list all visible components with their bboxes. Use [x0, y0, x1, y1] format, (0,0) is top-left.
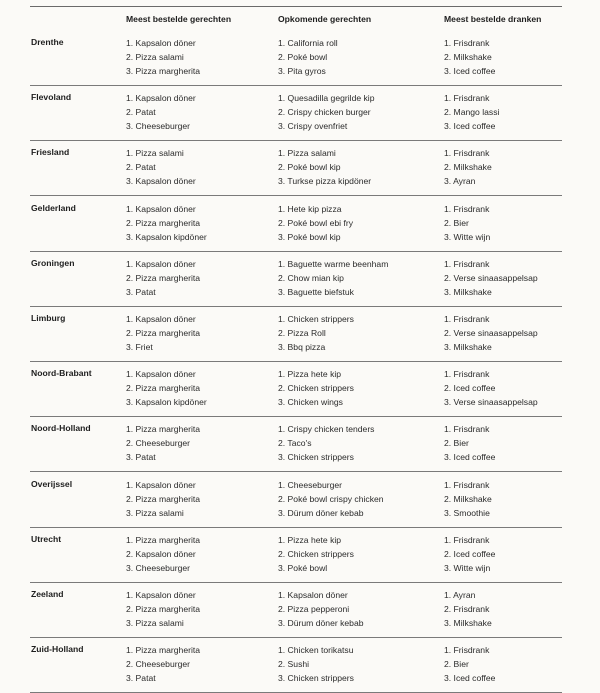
list-item: 1. Kapsalon döner: [126, 38, 196, 48]
list-item: 3. Crispy ovenfriet: [278, 121, 348, 132]
list-item: 3. Patat: [126, 286, 156, 297]
list-item: 3. Dürum döner kebab: [278, 618, 364, 628]
list-item: 2. Poké bowl kip: [278, 162, 341, 173]
list-item: 1. Kapsalon döner: [126, 479, 196, 490]
list-item: 2. Cheeseburger: [126, 438, 191, 449]
list-item: 2. Patat: [126, 162, 156, 173]
list-item: 2. Chicken strippers: [278, 548, 354, 559]
dishes-list: [126, 92, 196, 134]
list-item: 1. Frisdrank: [444, 38, 490, 48]
list-item: 2. Bier: [444, 217, 469, 228]
list-item: 3. Pizza margherita: [126, 66, 201, 76]
list-item: 2. Pizza margherita: [126, 493, 201, 504]
list-item: 1. Frisdrank: [444, 148, 490, 159]
drinks-list: [444, 534, 495, 576]
list-item: 2. Poké bowl crispy chicken: [278, 493, 384, 504]
province-name: Overijssel: [31, 478, 73, 489]
table-header: [0, 14, 600, 28]
list-item: 3. Poké bowl: [278, 562, 328, 573]
trending-list: [278, 423, 374, 465]
list-item: 1. Quesadilla gegrilde kip: [278, 93, 375, 104]
list-item: 2. Iced coffee: [444, 383, 496, 394]
list-item: 3. Witte wijn: [444, 562, 491, 573]
list-item: 3. Pizza salami: [126, 618, 184, 628]
dishes-list: [126, 423, 200, 465]
trending-list: [278, 368, 354, 410]
list-item: 3. Verse sinaasappelsap: [444, 397, 538, 408]
header-most-ordered-drinks: Meest bestelde dranken: [444, 14, 542, 24]
table-row: [0, 362, 600, 417]
list-item: 2. Bier: [444, 438, 469, 449]
trending-list: [278, 479, 384, 521]
list-item: 3. Smoothie: [444, 507, 490, 518]
province-name: Groningen: [31, 257, 75, 268]
list-item: 1. Frisdrank: [444, 314, 490, 324]
dishes-list: [126, 534, 200, 576]
list-item: 2. Pizza salami: [126, 52, 184, 62]
table-row: [0, 86, 600, 141]
list-item: 2. Chicken strippers: [278, 383, 354, 394]
list-item: 1. Kapsalon döner: [126, 369, 196, 380]
list-item: 1. Kapsalon döner: [126, 203, 196, 214]
trending-list: [278, 203, 353, 245]
list-item: 3. Patat: [126, 673, 156, 684]
list-item: 3. Milkshake: [444, 342, 492, 352]
list-item: 2. Pizza margherita: [126, 328, 201, 338]
list-item: 2. Pizza margherita: [126, 272, 201, 283]
list-item: 2. Pizza pepperoni: [278, 604, 350, 614]
list-item: 1. California roll: [278, 38, 338, 48]
province-name: Flevoland: [31, 92, 72, 103]
list-item: 1. Kapsalon döner: [126, 258, 196, 269]
drinks-list: [444, 147, 492, 189]
trending-list: [278, 92, 375, 134]
list-item: 1. Chicken strippers: [278, 314, 354, 324]
drinks-list: [444, 368, 538, 410]
list-item: 1. Pizza salami: [126, 148, 184, 159]
list-item: 1. Pizza hete kip: [278, 369, 342, 380]
dishes-list: [126, 203, 207, 245]
drinks-list: [444, 644, 495, 686]
table-row: [0, 252, 600, 307]
list-item: 1. Frisdrank: [444, 369, 490, 380]
top-divider: [30, 6, 562, 7]
list-item: 1. Hete kip pizza: [278, 203, 342, 214]
drinks-list: [444, 313, 538, 355]
list-item: 1. Kapsalon döner: [126, 590, 196, 600]
list-item: 2. Poké bowl: [278, 52, 328, 62]
table-row: [0, 141, 600, 196]
list-item: 2. Bier: [444, 659, 469, 670]
trending-list: [278, 258, 388, 300]
list-item: 3. Milkshake: [444, 618, 492, 628]
province-name: Zuid-Holland: [31, 644, 84, 655]
list-item: 2. Verse sinaasappelsap: [444, 272, 538, 283]
table-row: [0, 473, 600, 528]
trending-list: [278, 534, 354, 576]
list-item: 3. Poké bowl kip: [278, 231, 341, 242]
list-item: 1. Cheeseburger: [278, 479, 343, 490]
list-item: 3. Cheeseburger: [126, 562, 191, 573]
trending-list: [278, 644, 354, 686]
drinks-list: [444, 479, 492, 521]
table-row: [0, 638, 600, 693]
table-row: [0, 307, 600, 362]
list-item: 1. Crispy chicken tenders: [278, 424, 375, 435]
dishes-list: [126, 589, 200, 631]
province-name: Drenthe: [31, 37, 64, 47]
list-item: 1. Kapsalon döner: [278, 590, 348, 600]
list-item: 1. Pizza margherita: [126, 534, 201, 545]
trending-list: [278, 313, 354, 355]
list-item: 1. Frisdrank: [444, 93, 490, 104]
list-item: 2. Taco's: [278, 438, 312, 449]
header-most-ordered-dishes: Meest bestelde gerechten: [126, 14, 232, 24]
province-name: Zeeland: [31, 589, 64, 599]
list-item: 3. Kapsalon döner: [126, 176, 196, 187]
list-item: 3. Pita gyros: [278, 66, 326, 76]
list-item: 2. Mango lassi: [444, 107, 500, 118]
drinks-list: [444, 423, 495, 465]
list-item: 2. Chow mian kip: [278, 272, 344, 283]
list-item: 3. Witte wijn: [444, 231, 491, 242]
list-item: 2. Iced coffee: [444, 548, 496, 559]
dishes-list: [126, 258, 200, 300]
table-row: [0, 417, 600, 472]
list-item: 3. Bbq pizza: [278, 342, 326, 352]
list-item: 3. Pizza salami: [126, 507, 184, 518]
province-name: Noord-Holland: [31, 423, 91, 434]
list-item: 3. Friet: [126, 342, 153, 352]
trending-list: [278, 589, 364, 631]
list-item: 3. Turkse pizza kipdöner: [278, 176, 372, 187]
list-item: 2. Patat: [126, 107, 156, 118]
list-item: 1. Frisdrank: [444, 203, 490, 214]
list-item: 1. Kapsalon döner: [126, 314, 196, 324]
list-item: 2. Sushi: [278, 659, 310, 670]
list-item: 3. Iced coffee: [444, 673, 496, 684]
list-item: 1. Frisdrank: [444, 258, 490, 269]
dishes-list: [126, 644, 200, 686]
province-name: Gelderland: [31, 202, 76, 213]
list-item: 3. Chicken strippers: [278, 673, 354, 684]
dishes-list: [126, 479, 200, 521]
dishes-list: [126, 147, 196, 189]
trending-list: [278, 37, 338, 79]
list-item: 2. Milkshake: [444, 493, 492, 504]
list-item: 1. Pizza margherita: [126, 645, 201, 656]
list-item: 3. Patat: [126, 452, 156, 463]
drinks-list: [444, 37, 495, 79]
dishes-list: [126, 368, 207, 410]
list-item: 3. Ayran: [444, 176, 476, 187]
list-item: 2. Verse sinaasappelsap: [444, 328, 538, 338]
table-row: [0, 528, 600, 583]
list-item: 2. Pizza Roll: [278, 328, 326, 338]
list-item: 1. Kapsalon döner: [126, 93, 196, 104]
drinks-list: [444, 589, 492, 631]
list-item: 2. Pizza margherita: [126, 604, 201, 614]
list-item: 2. Poké bowl ebi fry: [278, 217, 353, 228]
drinks-list: [444, 203, 490, 245]
list-item: 3. Cheeseburger: [126, 121, 191, 132]
table-row: [0, 583, 600, 638]
dishes-list: [126, 313, 200, 355]
list-item: 1. Frisdrank: [444, 645, 490, 656]
list-item: 3. Dürum döner kebab: [278, 507, 364, 518]
province-name: Utrecht: [31, 533, 62, 544]
list-item: 3. Iced coffee: [444, 121, 496, 132]
province-name: Friesland: [31, 147, 70, 158]
trending-list: [278, 147, 371, 189]
list-item: 2. Milkshake: [444, 162, 492, 173]
list-item: 1. Baguette warme beenham: [278, 258, 389, 269]
list-item: 1. Pizza salami: [278, 148, 336, 159]
list-item: 3. Baguette biefstuk: [278, 286, 354, 297]
table-row: [0, 197, 600, 252]
list-item: 3. Milkshake: [444, 286, 492, 297]
list-item: 2. Frisdrank: [444, 604, 490, 614]
list-item: 1. Frisdrank: [444, 424, 490, 435]
list-item: 1. Pizza margherita: [126, 424, 201, 435]
list-item: 1. Chicken torikatsu: [278, 645, 354, 656]
list-item: 3. Kapsalon kipdöner: [126, 231, 207, 242]
list-item: 2. Crispy chicken burger: [278, 107, 371, 118]
list-item: 2. Milkshake: [444, 52, 492, 62]
list-item: 3. Iced coffee: [444, 66, 496, 76]
list-item: 3. Chicken strippers: [278, 452, 354, 463]
drinks-list: [444, 258, 538, 300]
list-item: 2. Cheeseburger: [126, 659, 191, 670]
list-item: 3. Chicken wings: [278, 397, 343, 408]
list-item: 1. Frisdrank: [444, 479, 490, 490]
list-item: 1. Pizza hete kip: [278, 534, 342, 545]
province-name: Limburg: [31, 313, 66, 323]
list-item: 3. Iced coffee: [444, 452, 496, 463]
list-item: 2. Pizza margherita: [126, 217, 201, 228]
list-item: 2. Kapsalon döner: [126, 548, 196, 559]
list-item: 1. Frisdrank: [444, 534, 490, 545]
list-item: 2. Pizza margherita: [126, 383, 201, 394]
province-name: Noord-Brabant: [31, 368, 92, 379]
list-item: 3. Kapsalon kipdöner: [126, 397, 207, 408]
drinks-list: [444, 92, 499, 134]
dishes-list: [126, 37, 200, 79]
header-trending-dishes: Opkomende gerechten: [278, 14, 372, 24]
list-item: 1. Ayran: [444, 590, 476, 600]
table-row: [0, 31, 600, 86]
